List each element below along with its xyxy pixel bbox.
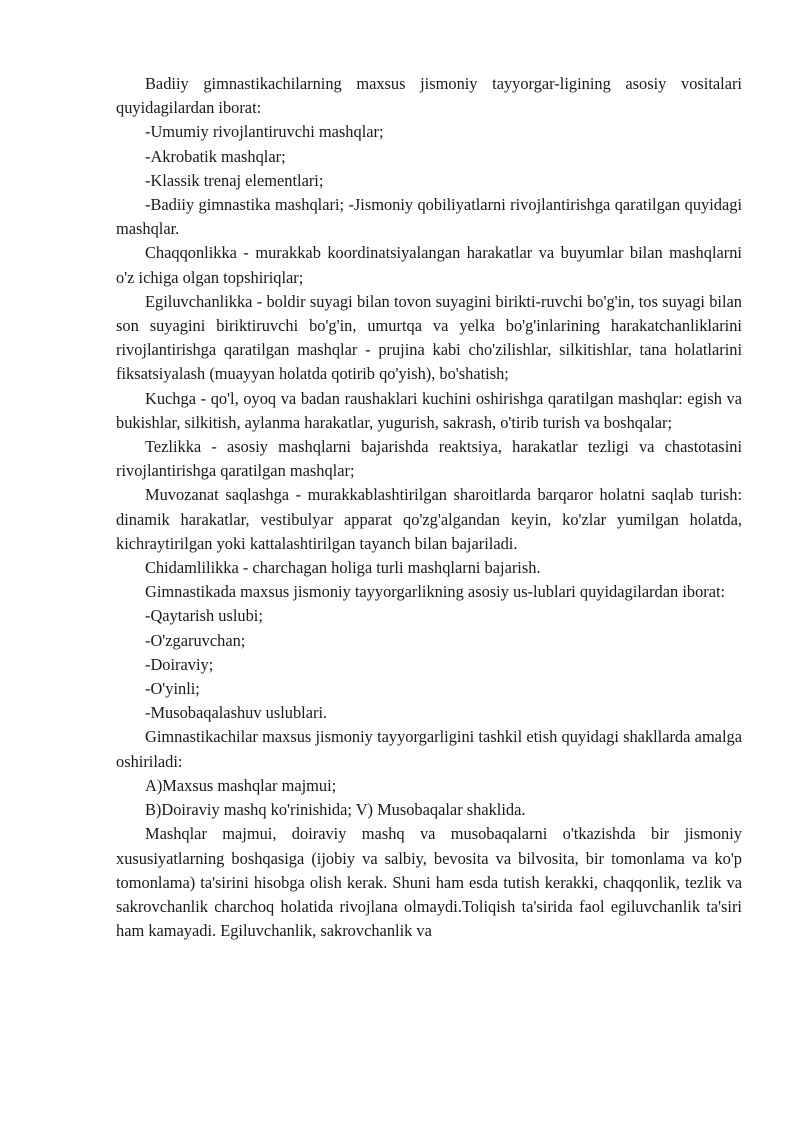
list-item: -Umumiy rivojlantiruvchi mashqlar; (145, 122, 384, 142)
list-item: -Akrobatik mashqlar; (145, 146, 286, 166)
paragraph-endurance: Chidamlilikka - charchagan holiga turli mashqlarni bajarish. (145, 558, 541, 578)
paragraph-forms: Gimnastikachilar maxsus jismoniy tayyorgarligini tashkil etish quyidagi shakllarda amalga oshiriladi: (116, 727, 742, 771)
list-item: A)Maxsus mashqlar majmui; (145, 775, 337, 795)
paragraph-flexibility: Egiluvchanlikka - boldir suyagi bilan tovon suyagini birikti-ruvchi bo'g'in, tos suyagi bilan son suyagini biriktiruvchi bo'g'in, umurtqa va yelka bo'g'inlarining harakatchanliklarini rivojlantirishga qaratilgan mashqlar - prujina kabi cho'zilishlar, silkitishlar, tana holatlarini fiksatsiyalash (muayyan holatda qotirib qo'yish), bo'shatish; (116, 291, 742, 384)
list-item: -Musobaqalashuv uslublari. (145, 703, 328, 723)
paragraph-intro: Badiiy gimnastikachilarning maxsus jismoniy tayyorgar-ligining asosiy vositalari quyidagilardan iborat: (116, 74, 742, 118)
list-item: -O'yinli; (145, 679, 200, 699)
paragraph-methods: Gimnastikada maxsus jismoniy tayyorgarlikning asosiy us-lublari quyidagilardan iborat: (145, 582, 726, 602)
list-item: -Klassik trenaj elementlari; (145, 170, 324, 190)
list-item: -Qaytarish uslubi; (145, 606, 263, 626)
paragraph-conclusion: Mashqlar majmui, doiraviy mashq va musobaqalarni o'tkazishda bir jismoniy xususiyatlarning boshqasiga (ijobiy va salbiy, bevosita va bilvosita, bir tomonlama va ko'p tomonlama) ta'sirini hisobga olish kerak. Shuni ham esda tutish kerakki, chaqqonlik, tezlik va sakrovchanlik charchoq holatida rivojlana olmaydi.Toliqish ta'sirida faol egiluvchanlik ta'siri ham kamayadi. Egiluvchanlik, sakrovchanlik va (116, 824, 742, 941)
list-item: -Badiiy gimnastika mashqlari; -Jismoniy qobiliyatlarni rivojlantirishga qaratilgan quyidagi mashqlar. (116, 195, 742, 239)
list-item: B)Doiraviy mashq ko'rinishida; V) Musobaqalar shaklida. (145, 800, 526, 820)
paragraph-speed: Tezlikka - asosiy mashqlarni bajarishda reaktsiya, harakatlar tezligi va chastotasini rivojlantirishga qaratilgan mashqlar; (116, 437, 742, 481)
document-page (116, 72, 742, 943)
paragraph-agility: Chaqqonlikka - murakkab koordinatsiyalangan harakatlar va buyumlar bilan mashqlarni o'z ichiga olgan topshiriqlar; (116, 243, 742, 287)
list-item: -Doiraviy; (145, 654, 214, 674)
paragraph-strength: Kuchga - qo'l, oyoq va badan raushaklari kuchini oshirishga qaratilgan mashqlar: egish va bukishlar, silkitish, aylanma harakatlar, yugurish, sakrash, o'tirib turish va boshqalar; (116, 388, 742, 432)
list-item: -O'zgaruvchan; (145, 630, 246, 650)
paragraph-balance: Muvozanat saqlashga - murakkablashtirilgan sharoitlarda barqaror holatni saqlab turish: dinamik harakatlar, vestibulyar apparat qo'zg'algandan keyin, ko'zlar yumilgan holatda, kichraytirilgan yoki kattalashtirilgan tayanch bilan bajariladi. (116, 485, 742, 553)
